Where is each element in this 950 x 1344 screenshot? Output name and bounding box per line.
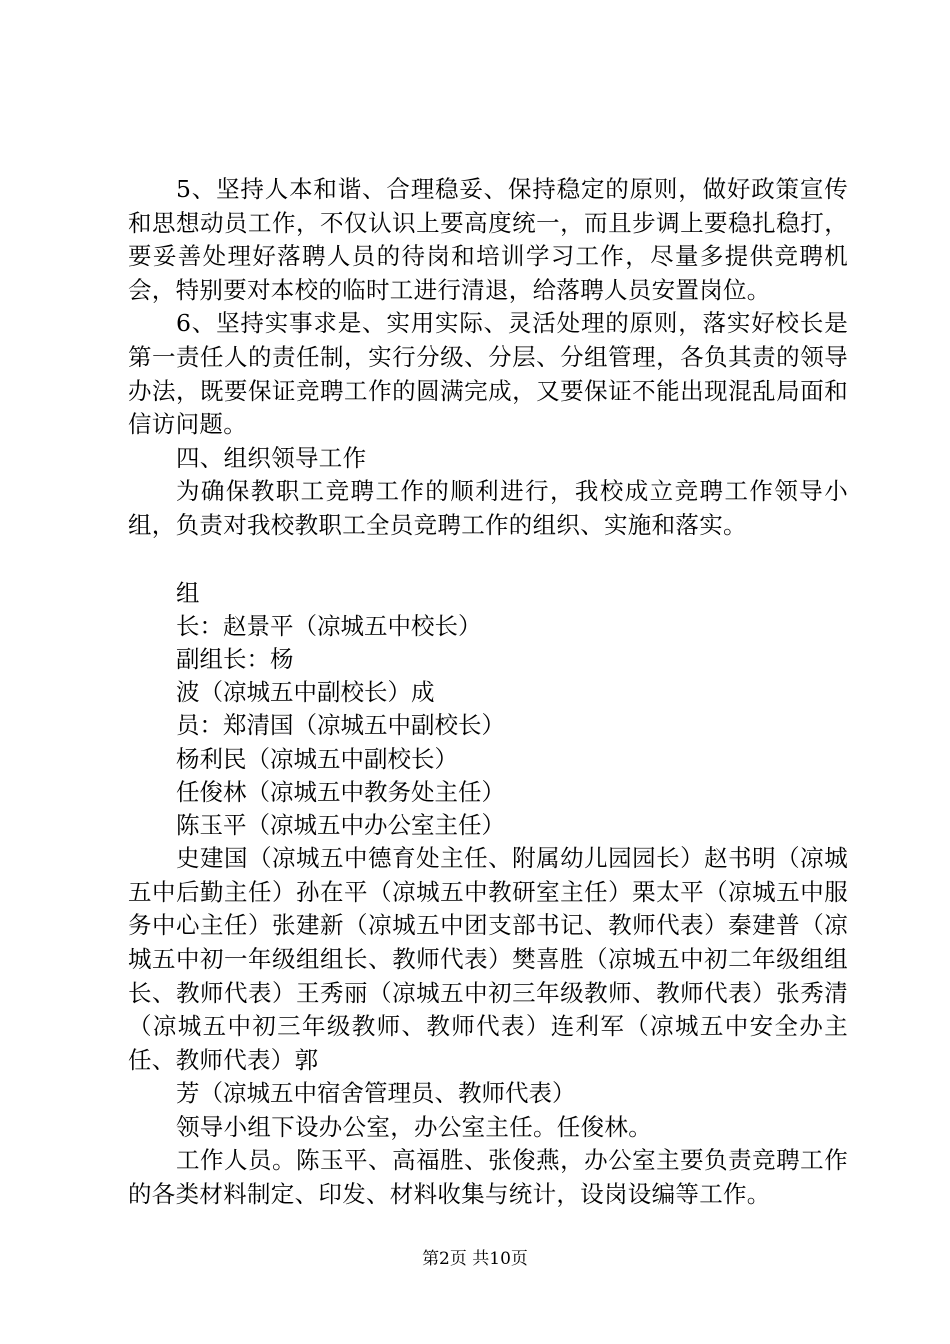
member-line: 波（凉城五中副校长）成 (176, 678, 435, 707)
member-line: 任俊林（凉城五中教务处主任） (176, 777, 505, 806)
paragraph-staff: 工作人员。陈玉平、高福胜、张俊燕，办公室主要负责竞聘工作的各类材料制定、印发、材料收集与统计，设岗设编等工作。 (128, 1146, 848, 1208)
member-line: 组 (176, 578, 200, 607)
member-line: 杨利民（凉城五中副校长） (176, 744, 458, 773)
paragraph-leadership-group: 为确保教职工竞聘工作的顺利进行，我校成立竞聘工作领导小组，负责对我校教职工全员竞聘工作的组织、实施和落实。 (128, 477, 848, 539)
member-line: 芳（凉城五中宿舍管理员、教师代表） (176, 1079, 576, 1108)
paragraph-principle-6: 6、坚持实事求是、实用实际、灵活处理的原则，落实好校长是第一责任人的责任制，实行分级、分层、分组管理，各负其责的领导办法，既要保证竞聘工作的圆满完成，又要保证不能出现混乱局面和信访问题。 (128, 309, 848, 439)
member-line: 陈玉平（凉城五中办公室主任） (176, 810, 505, 839)
paragraph-principle-5: 5、坚持人本和谐、合理稳妥、保持稳定的原则，做好政策宣传和思想动员工作，不仅认识上要高度统一，而且步调上要稳扎稳打，要妥善处理好落聘人员的待岗和培训学习工作，尽量多提供竞聘机会，特别要对本校的临时工进行清退，给落聘人员安置岗位。 (128, 175, 848, 304)
blank-line (128, 543, 848, 577)
member-line: 长：赵景平（凉城五中校长） (176, 611, 482, 640)
section-heading-organization: 四、组织领导工作 (176, 443, 367, 472)
paragraph-member-list: 史建国（凉城五中德育处主任、附属幼儿园园长）赵书明（凉城五中后勤主任）孙在平（凉城五中教研室主任）栗太平（凉城五中服务中心主任）张建新（凉城五中团支部书记、教师代表）秦建普（凉城五中初一年级组组长、教师代表）樊喜胜（凉城五中初二年级组组长、教师代表）王秀丽（凉城五中初三年级教师、教师代表）张秀清（凉城五中初三年级教师、教师代表）连利军（凉城五中安全办主任、教师代表）郭 (128, 844, 848, 1074)
page-number: 第2页 共10页 (422, 1249, 528, 1269)
member-line: 副组长：杨 (176, 644, 294, 673)
document-body (128, 173, 848, 1211)
member-line: 员：郑清国（凉城五中副校长） (176, 711, 505, 740)
paragraph-office: 领导小组下设办公室，办公室主任。任俊林。 (176, 1112, 652, 1141)
